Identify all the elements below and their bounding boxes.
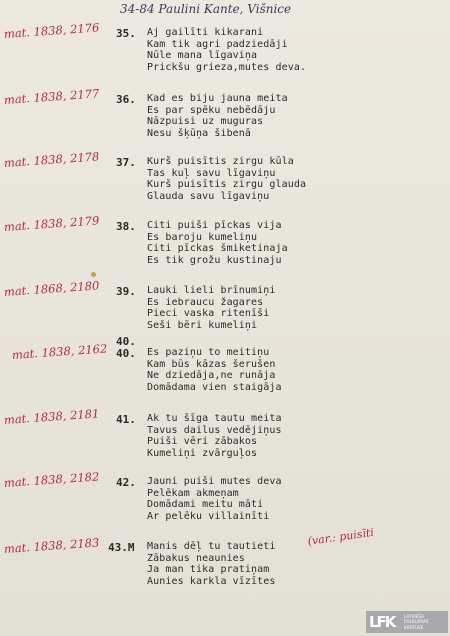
verse-line: Kumeliņi zvārguļos (147, 447, 258, 459)
verse-line: Es baroju kumeliņu (147, 231, 258, 243)
verse-line: Kurš puisītis zirgu glauda (147, 179, 307, 191)
verse-line: Tas kuļ savu līgaviņu (147, 167, 276, 179)
entry-number: 39. (116, 285, 136, 298)
verse-line: Nāzpuisi uz muguras (147, 116, 264, 128)
entry-reference: mat. 1838, 2181 (3, 406, 100, 427)
verse-line: Tavus dailus vedējiņus (147, 424, 282, 436)
entry-number: 38. (116, 220, 136, 233)
entry-reference: mat. 1868, 2180 (3, 278, 100, 299)
verse-block (147, 476, 362, 522)
archive-logo-mark: LFK (369, 613, 395, 631)
verse-block (147, 27, 362, 73)
verse-line: Es iebraucu žagares (147, 296, 264, 308)
verse-line: Glauda savu līgaviņu (147, 190, 270, 202)
verse-line: Ak tu šīga tautu meita (147, 413, 282, 424)
entry-reference: mat. 1838, 2182 (3, 469, 100, 490)
verse-line: Jauni puiši mutes deva (147, 476, 282, 487)
verse-line: Citi pīckas šmiketinaja (147, 243, 288, 255)
verse-line: Es paziņu to meitiņu (147, 347, 270, 358)
verse-line: Ar pelēku villainīti (147, 510, 270, 522)
verse-line: Nesu šķūņa šibenā (147, 127, 252, 139)
entry-number: 35. (116, 27, 136, 40)
entry-reference: mat. 1838, 2176 (3, 20, 100, 41)
entry-number: 41. (116, 413, 136, 426)
verse-block (147, 285, 362, 331)
verse-line: Seši bēri kumeliņi (147, 319, 258, 331)
verse-line: Kam būs kāzas šerušen (147, 358, 276, 370)
verse-line: Ja man tika pratiņam (147, 564, 270, 576)
verse-line: Ne dziedāja,ne runāja (147, 370, 276, 382)
entry-number: 37. (116, 156, 136, 169)
verse-line: Puiši vēri zābakos (147, 436, 258, 448)
ink-spot (91, 272, 96, 277)
verse-line: Aj gailīti kikarani (147, 27, 264, 38)
entry-number: 40. (116, 347, 136, 360)
verse-line: Kad es biju jauna meita (147, 93, 288, 104)
page-header: 34-84 Paulini Kante, Višnice (120, 2, 292, 16)
verse-block (147, 156, 362, 202)
archive-logo-text: LATVIEŠU FOLKLORAS KRĀTUVE (404, 614, 429, 630)
verse-block (147, 220, 362, 266)
verse-line: Pieci vaska ritenīši (147, 308, 270, 320)
verse-line: Citi puiši pīckas vija (147, 220, 282, 231)
verse-line: Zābakus neaunies (147, 552, 245, 564)
entry-number: 42. (116, 476, 136, 489)
verse-line: Aunies karkla vīzītes (147, 575, 276, 587)
entry-number-duplicate: 40. (116, 335, 136, 348)
verse-line: Es par spēku nebēdāju (147, 104, 276, 116)
verse-block (147, 347, 362, 393)
entry-reference: mat. 1838, 2162 (11, 341, 108, 362)
verse-line: Kurš puisītis zirgu kūla (147, 156, 294, 167)
verse-line: Es tik grožu kustinaju (147, 254, 282, 266)
entry-reference: mat. 1838, 2178 (3, 149, 100, 170)
archive-logo (366, 611, 448, 633)
verse-block (147, 93, 362, 139)
entry-reference: mat. 1838, 2183 (3, 535, 100, 556)
entry-reference: mat. 1838, 2179 (3, 213, 100, 234)
verse-line: Pelēkam akmeņam (147, 487, 239, 499)
entry-number: 36. (116, 93, 136, 106)
verse-line: Kam tik agri padziedāji (147, 38, 288, 50)
verse-line: Domādami meitu māti (147, 499, 264, 511)
verse-line: Manis dēļ tu tautieti (147, 541, 276, 552)
verse-line: Prickšu grieza,mutes deva. (147, 61, 307, 73)
entry-number: 43.M (108, 541, 135, 554)
entry-reference: mat. 1838, 2177 (3, 86, 100, 107)
marginal-variant-note: (var.: puisīti (306, 525, 375, 548)
verse-line: Domādama vien staigāja (147, 381, 282, 393)
verse-block (147, 413, 362, 459)
verse-line: Lauki lieli brīnumiņi (147, 285, 276, 296)
verse-line: Nūle mana līgaviņa (147, 50, 258, 62)
